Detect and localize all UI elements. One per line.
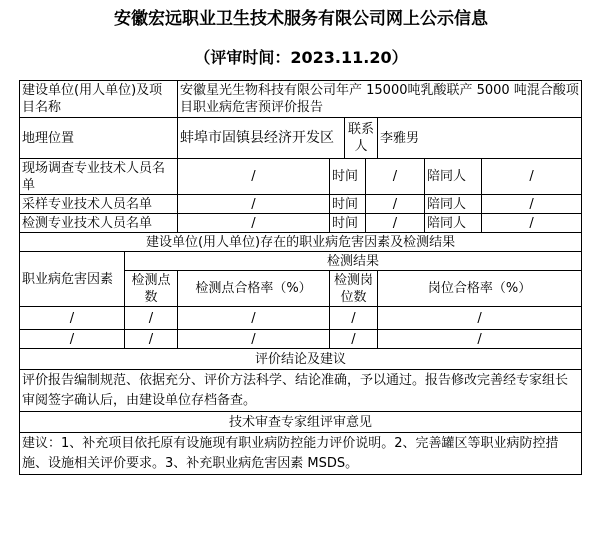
personnel-label: 采样专业技术人员名单 bbox=[20, 195, 178, 214]
conclusion-section-row bbox=[20, 349, 582, 370]
column-header: 检测点数 bbox=[125, 271, 178, 307]
table-cell: / bbox=[178, 307, 330, 330]
review-section-title: 技术审查专家组评审意见 bbox=[20, 412, 582, 433]
unit-label: 建设单位(用人单位)及项目名称 bbox=[20, 81, 178, 118]
review-row bbox=[20, 433, 582, 475]
review-time: （评审时间：2023.11.20） bbox=[194, 48, 408, 67]
review-section-row bbox=[20, 412, 582, 433]
table-cell: / bbox=[330, 307, 378, 330]
personnel-row bbox=[20, 159, 582, 195]
table-cell: / bbox=[330, 330, 378, 349]
table-row bbox=[20, 307, 582, 330]
contact-value: 李雅男 bbox=[378, 118, 582, 159]
personnel-value: / bbox=[178, 214, 330, 233]
location-value: 蚌埠市固镇县经济开发区 bbox=[178, 118, 345, 159]
personnel-label: 现场调查专业技术人员名单 bbox=[20, 159, 178, 195]
table-cell: / bbox=[125, 307, 178, 330]
personnel-value: / bbox=[178, 195, 330, 214]
time-value: / bbox=[366, 159, 425, 195]
column-header: 检测点合格率（%） bbox=[178, 271, 330, 307]
personnel-label: 检测专业技术人员名单 bbox=[20, 214, 178, 233]
companion-value: / bbox=[482, 214, 582, 233]
page-title: 安徽宏远职业卫生技术服务有限公司网上公示信息 bbox=[114, 9, 488, 29]
time-label: 时间 bbox=[330, 195, 366, 214]
project-name-row bbox=[20, 81, 582, 118]
conclusion-text: 评价报告编制规范、依据充分、评价方法科学、结论准确，予以通过。报告修改完善经专家组长审阅签字确认后，由建设单位存档备查。 bbox=[20, 370, 582, 412]
unit-value: 安徽星光生物科技有限公司年产 15000吨乳酸联产 5000 吨混合酸项目职业病危害预评价报告 bbox=[178, 81, 582, 118]
time-label: 时间 bbox=[330, 214, 366, 233]
table-cell: / bbox=[378, 330, 582, 349]
hazards-header-row bbox=[20, 252, 582, 271]
disclosure-table bbox=[19, 80, 582, 475]
time-label: 时间 bbox=[330, 159, 366, 195]
table-cell: / bbox=[125, 330, 178, 349]
table-cell: / bbox=[20, 330, 125, 349]
conclusion-section-title: 评价结论及建议 bbox=[20, 349, 582, 370]
personnel-row bbox=[20, 195, 582, 214]
hazards-section-row bbox=[20, 233, 582, 252]
hazards-section-title: 建设单位(用人单位)存在的职业病危害因素及检测结果 bbox=[20, 233, 582, 252]
table-cell: / bbox=[378, 307, 582, 330]
location-label: 地理位置 bbox=[20, 118, 178, 159]
personnel-row bbox=[20, 214, 582, 233]
conclusion-row bbox=[20, 370, 582, 412]
contact-label: 联系人 bbox=[345, 118, 378, 159]
companion-label: 陪同人 bbox=[425, 159, 482, 195]
companion-label: 陪同人 bbox=[425, 214, 482, 233]
factor-label: 职业病危害因素 bbox=[20, 252, 125, 307]
time-value: / bbox=[366, 195, 425, 214]
review-text: 建议：1、补充项目依托原有设施现有职业病防控能力评价说明。2、完善罐区等职业病防控措施、设施相关评价要求。3、补充职业病危害因素 MSDS。 bbox=[20, 433, 582, 475]
companion-value: / bbox=[482, 159, 582, 195]
personnel-value: / bbox=[178, 159, 330, 195]
companion-label: 陪同人 bbox=[425, 195, 482, 214]
column-header: 检测岗位数 bbox=[330, 271, 378, 307]
results-label: 检测结果 bbox=[125, 252, 582, 271]
time-value: / bbox=[366, 214, 425, 233]
table-cell: / bbox=[20, 307, 125, 330]
location-row bbox=[20, 118, 582, 159]
column-header: 岗位合格率（%） bbox=[378, 271, 582, 307]
table-row bbox=[20, 330, 582, 349]
table-cell: / bbox=[178, 330, 330, 349]
companion-value: / bbox=[482, 195, 582, 214]
